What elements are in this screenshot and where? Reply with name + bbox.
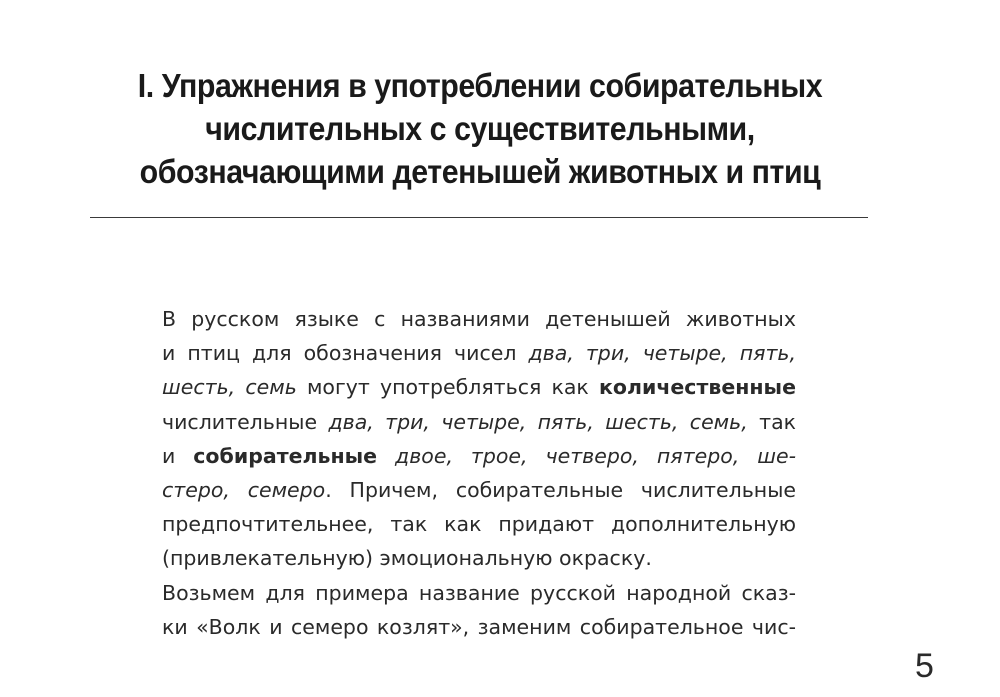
paragraph-text: ки «Волк и семеро козлят», заменим собирательное чис- [162,614,796,639]
paragraph-line [162,370,796,404]
paragraph-line [162,439,796,473]
paragraph-text: (привлекательную) эмоциональную окраску. [162,546,652,571]
heading-divider [90,217,868,218]
paragraph-text: и птиц для обозначения чисел [162,341,529,366]
paragraph-line [162,541,796,575]
paragraph-text: В русском языке с названиями детенышей животных [162,307,796,331]
italic-text: два, три, четыре, пять, [528,341,796,366]
paragraph-text: так [747,409,797,434]
italic-text: стеро, семеро [162,477,326,502]
heading-line-3: обозначающими детенышей животных и птиц [139,153,821,190]
page-number: 5 [915,647,934,685]
paragraph-line [162,473,796,507]
italic-text: два, три, четыре, пять, шесть, семь, [328,409,748,434]
paragraph-text [377,444,395,468]
heading-line-2: числительных с существительными, [205,110,755,147]
paragraph-text: . Причем, собирательные числительные [325,477,796,502]
chapter-heading [121,64,839,193]
paragraph-text: Возьмем для примера название русской народной сказ- [162,580,796,605]
paragraph-line [162,405,796,439]
paragraph-line [162,302,796,336]
body-paragraph [162,302,796,644]
paragraph-text: и [162,443,194,468]
paragraph-line [162,576,796,610]
heading-line-1: I. Упражнения в употреблении собирательных [137,67,823,104]
italic-text: шесть, семь [162,375,297,400]
bold-term: собирательные [193,443,378,468]
bold-term: количественные [598,375,796,400]
paragraph-text: могут употребляться как [296,375,599,400]
paragraph-line [162,336,796,370]
italic-text: двое, трое, четверо, пятеро, ше- [395,443,796,468]
paragraph-text: числительные [162,409,329,434]
paragraph-line [162,507,796,541]
paragraph-line [162,610,796,644]
paragraph-text: предпочтительнее, так как придают дополнительную [162,512,796,537]
